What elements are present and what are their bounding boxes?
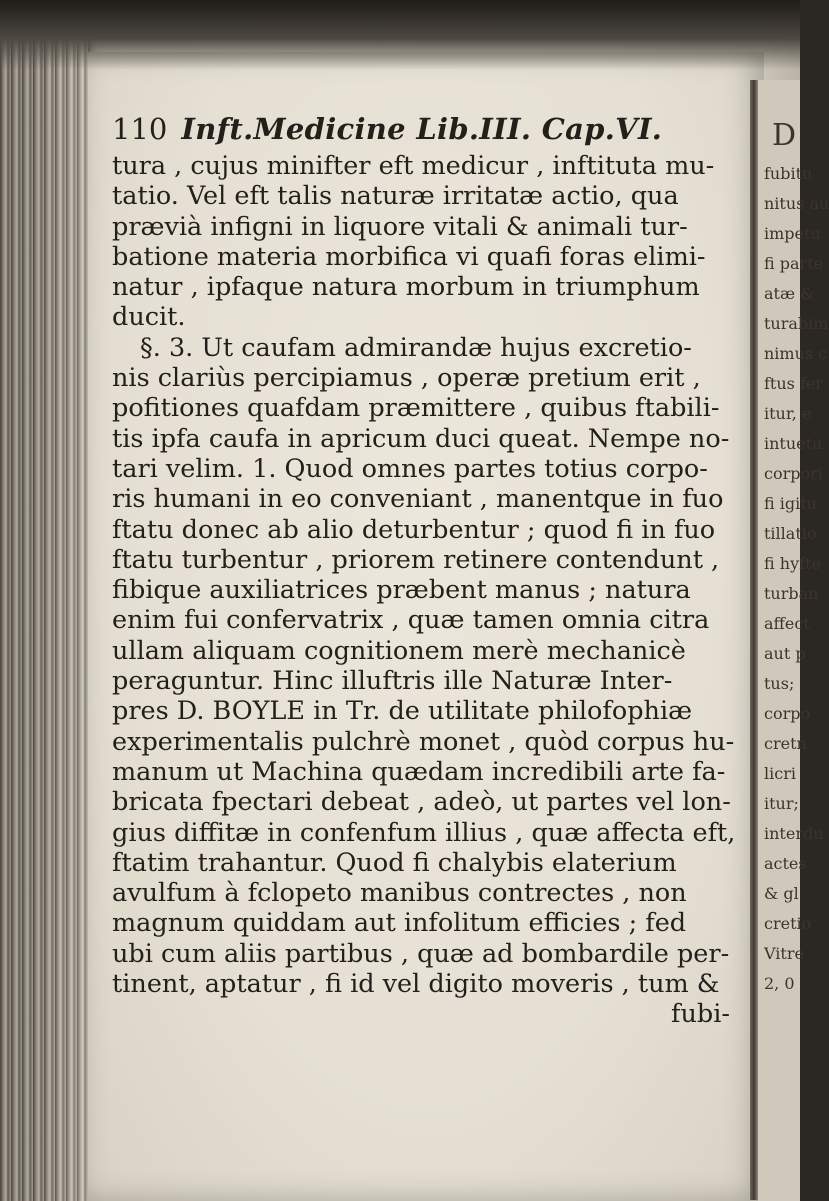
text-line: tis ipfa caufa in apricum duci queat. Nempe no- <box>112 423 730 454</box>
text-line: ullam aliquam cognitionem merè mechanicè <box>112 635 686 666</box>
text-line: tinent, aptatur , fi id vel digito moveris , tum & <box>112 969 720 1000</box>
facing-page-line: turabim <box>764 314 829 333</box>
text-line: natur , ipfaque natura morbum in triumphum <box>112 272 700 303</box>
facing-page-line: corpo <box>764 704 811 723</box>
facing-page-line: atæ & <box>764 284 815 303</box>
stacked-page-edges <box>0 0 95 1201</box>
text-line: fibique auxiliatrices præbent manus ; natura <box>112 575 691 606</box>
facing-page-line: 2, 0 <box>764 974 795 993</box>
text-line: ubi cum aliis partibus , quæ ad bombardile per- <box>112 938 730 969</box>
text-line: manum ut Machina quædam incredibili arte fa- <box>112 756 726 787</box>
facing-page-line: aut p <box>764 644 806 663</box>
facing-page-line: fi parte <box>764 254 824 273</box>
page-number: 110 <box>112 112 168 146</box>
text-line: bricata fpectari debeat , adeò, ut partes vel lon- <box>112 787 731 818</box>
text-line: tura , cujus minifter eft medicur , inftituta mu- <box>112 151 715 181</box>
book-gutter <box>750 80 758 1200</box>
facing-page-line: turban <box>764 584 819 603</box>
text-line: §. 3. Ut caufam admirandæ hujus excretio- <box>140 332 692 363</box>
page-header <box>112 112 748 146</box>
facing-page-line: corpori <box>764 464 823 483</box>
facing-page-line: D <box>772 118 797 153</box>
facing-page-line: impetu <box>764 224 821 243</box>
facing-page <box>758 80 829 1201</box>
facing-page-line: fi hyfte <box>764 554 821 573</box>
text-line: ftatu turbentur , priorem retinere contendunt , <box>112 544 720 575</box>
text-line: tari velim. 1. Quod omnes partes totius corpo- <box>112 453 708 484</box>
text-line: enim fui confervatrix , quæ tamen omnia citra <box>112 605 710 636</box>
facing-page-line: fubitu <box>764 164 813 183</box>
text-line: avulfum à fclopeto manibus contrectes , non <box>112 878 687 909</box>
facing-page-line: fi igitu <box>764 494 817 513</box>
running-title: Inft.Medicine Lib.III. Cap.VI. <box>181 112 663 146</box>
text-line: experimentalis pulchrè monet , quòd corpus hu- <box>112 726 735 757</box>
facing-page-line: licri <box>764 764 796 783</box>
facing-page-line: ftus fer <box>764 374 823 393</box>
facing-page-line: tus; <box>764 674 795 693</box>
text-line: ris humani in eo conveniant , manentque in fuo <box>112 484 724 515</box>
text-line: magnum quiddam aut infolitum efficies ; fed <box>112 908 687 939</box>
text-line: batione materia morbifica vi quafi foras elimi- <box>112 241 706 272</box>
facing-page-line: nitus au <box>764 194 829 213</box>
text-line: ftatim trahantur. Quod fi chalybis elaterium <box>112 847 677 878</box>
facing-page-line: actes <box>764 854 807 873</box>
text-line: tatio. Vel eft talis naturæ irritatæ actio, qua <box>112 181 679 212</box>
facing-page-line: affect <box>764 614 810 633</box>
facing-page-line: itur; <box>764 794 799 813</box>
text-line: gius diffitæ in confenfum illius , quæ affecta eft, <box>112 817 736 848</box>
facing-page-line: cretio <box>764 914 812 933</box>
text-line: pres D. BOYLE in Tr. de utilitate philofophiæ <box>112 696 693 727</box>
text-line: prævià infigni in liquore vitali & animali tur- <box>112 211 688 242</box>
page-text-block <box>112 112 748 1030</box>
facing-page-line: itur, e <box>764 404 812 423</box>
facing-page-line: interdu <box>764 824 824 843</box>
facing-page-line: Vitre <box>764 944 804 963</box>
book-top-shadow <box>0 0 800 70</box>
facing-page-line: nimus c <box>764 344 828 363</box>
text-line: ftatu donec ab alio deturbentur ; quod fi in fuo <box>112 514 716 545</box>
text-line: pofitiones quafdam præmittere , quibus ftabili- <box>112 393 720 424</box>
facing-page-line: intuetu <box>764 434 823 453</box>
body-text <box>112 151 748 999</box>
facing-page-line: cretn <box>764 734 807 753</box>
text-line: ducit. <box>112 302 186 333</box>
facing-page-line: & gl <box>764 884 799 903</box>
text-line: peraguntur. Hinc illuftris ille Naturæ Inter- <box>112 666 673 697</box>
catchword: fubi- <box>671 999 730 1030</box>
text-line: nis clariùs percipiamus , operæ pretium erit , <box>112 363 701 394</box>
facing-page-line: tillatio <box>764 524 817 543</box>
